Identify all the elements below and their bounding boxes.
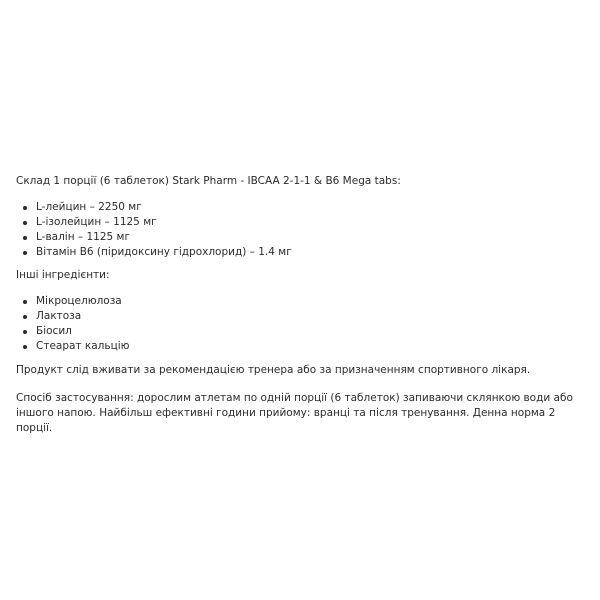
composition-list	[16, 200, 586, 260]
other-ingredients-heading: Інші інгредієнти:	[16, 269, 110, 281]
composition-heading: Склад 1 порції (6 таблеток) Stark Pharm - IBCAA 2-1-1 & B6 Mega tabs:	[16, 175, 401, 187]
list-item: Вітамін В6 (піридоксину гідрохлорид) – 1.4 мг	[16, 245, 586, 260]
list-item: L-валін – 1125 мг	[16, 230, 586, 245]
other-ingredients-list	[16, 294, 586, 354]
list-item: L-лейцин – 2250 мг	[16, 200, 586, 215]
list-item: Мікроцелюлоза	[16, 294, 586, 309]
list-item: L-ізолейцин – 1125 мг	[16, 215, 586, 230]
list-item: Лактоза	[16, 309, 586, 324]
list-item: Стеарат кальцію	[16, 339, 586, 354]
product-description	[16, 174, 586, 436]
recommendation-text: Продукт слід вживати за рекомендацією тренера або за призначенням спортивного лікаря.	[16, 364, 531, 376]
usage-text: Спосіб застосування: дорослим атлетам по одній порції (6 таблеток) запиваючи склянкою води або іншого напою. Найбільш ефективні години прийому: вранці та після тренування. Денна норма 2 порції.	[16, 392, 573, 434]
list-item: Біосил	[16, 324, 586, 339]
